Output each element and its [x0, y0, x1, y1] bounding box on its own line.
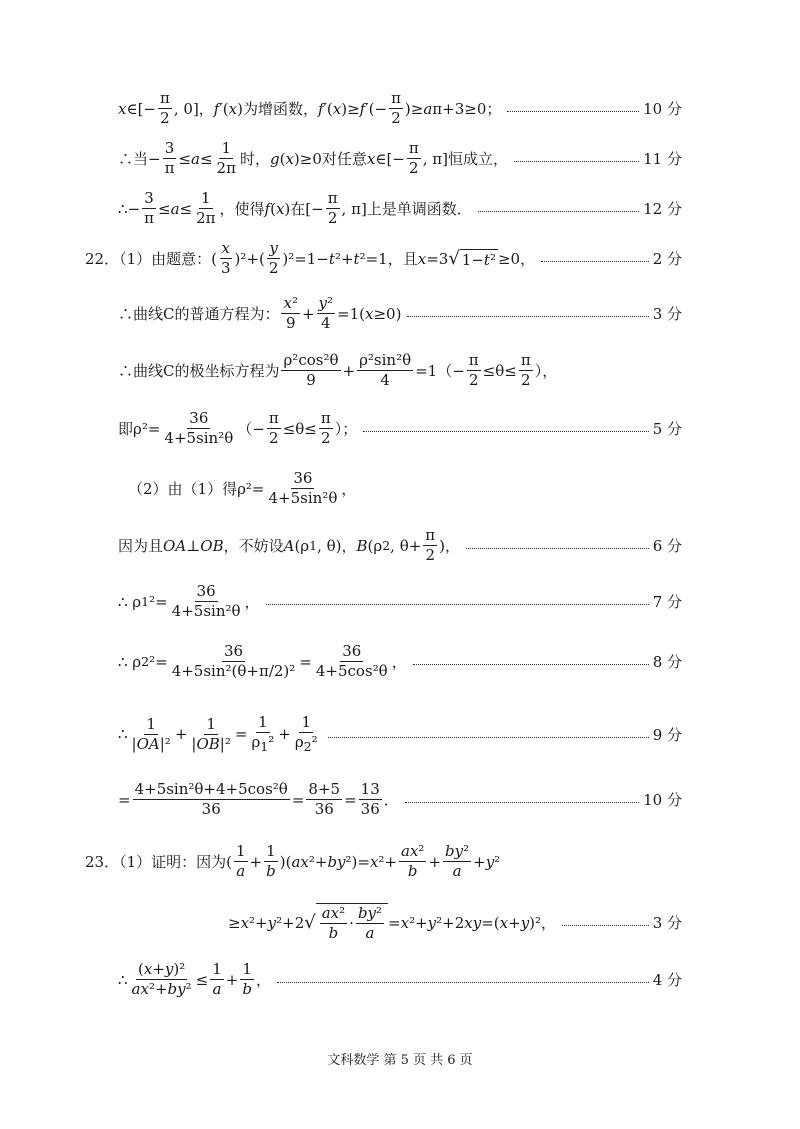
math-expression: 22．（1）由题意：( $\frac{x}{3}$ )²+( $\frac{y}{2}$ )²=1− t ²+ t ²=1，且 x =3 √ 1−t² ≥0， — [85, 239, 536, 278]
solution-line-9 — [118, 527, 682, 565]
dot-leader — [407, 316, 648, 317]
solution-line-11 — [118, 643, 682, 681]
dot-leader — [266, 604, 649, 605]
score-label: 3 分 — [652, 914, 682, 933]
solution-line-4 — [85, 240, 682, 278]
solution-line-6 — [118, 352, 682, 390]
math-expression: ∴ $\frac{1}{\text{|OA|²}}$ + $\frac{1}{\text{|OB|²}}$ = $\frac{1}{\rho_1^2}$ + $\frac{1}{\rho_2^2}$ — [118, 713, 318, 755]
score-label: 11 分 — [643, 150, 682, 169]
math-expression: ∴ ρ 2 ²= $\frac{36}{\text{4+5sin²(θ+π/2)²}}$ = $\frac{36}{\text{4+5cos²θ}}$ ， — [118, 642, 407, 681]
dot-leader — [405, 802, 639, 803]
dot-leader — [507, 111, 639, 112]
solution-line-2 — [118, 140, 682, 178]
dot-leader — [363, 431, 648, 432]
math-expression: ∴ $\frac{\text{(x+y)²}}{\text{ax²+by²}}$ ≤ $\frac{1}{a}$ + $\frac{1}{b}$ ， — [118, 960, 271, 999]
solution-line-13 — [118, 781, 682, 819]
solution-line-1 — [118, 90, 682, 128]
math-expression: x ∈[− $\frac{\pi}{2}$ , 0]， f ′( x )为增函数， f ′( x )≥ f ′(− $\frac{\pi}{2}$ )≥ a π+3≥0； — [118, 89, 502, 128]
solution-line-8 — [128, 470, 682, 508]
dot-leader — [514, 161, 639, 162]
math-expression: 因为且 OA ⊥ OB ，不妨设 A (ρ 1 , θ)， B (ρ 2 , θ+ $\frac{\pi}{2}$ )， — [118, 526, 461, 565]
dot-leader — [277, 982, 649, 983]
score-label: 4 分 — [652, 971, 682, 990]
solution-line-7 — [118, 410, 682, 448]
dot-leader — [328, 737, 649, 738]
page-footer: 文科数学 第 5 页 共 6 页 — [327, 1053, 473, 1068]
score-label: 12 分 — [643, 200, 682, 219]
solution-line-10 — [118, 583, 682, 621]
score-label: 3 分 — [652, 305, 682, 324]
dot-leader — [562, 925, 649, 926]
score-label: 5 分 — [652, 420, 682, 439]
solution-line-3 — [118, 190, 682, 228]
math-expression: ∴当− $\frac{3}{\pi}$ ≤ a ≤ $\frac{1}{2\pi}$ 时， g ( x )≥0对任意 x ∈[− $\frac{\pi}{2}$ , π]恒成立， — [118, 139, 508, 178]
math-expression: ∴曲线C的极坐标方程为 $\frac{\text{ρ²cos²θ}}{9}$ + $\frac{\text{ρ²sin²θ}}{4}$ =1（− $\frac{\pi}{2}$ ≤θ≤ $\frac{\pi}{2}$ ）， — [118, 351, 558, 390]
math-expression: ≥ x ²+ y ²+2 √ $\frac{\text{ax²}}{b}$ · $\frac{\text{by²}}{a}$ = x ²+ y ²+2 xy =( x + y )²， — [228, 904, 557, 943]
dot-leader — [466, 548, 649, 549]
score-label: 10 分 — [643, 791, 682, 810]
score-label: 7 分 — [652, 593, 682, 612]
solution-line-5 — [118, 295, 682, 333]
score-label: 8 分 — [652, 653, 682, 672]
math-expression: 23．（1）证明：因为( $\frac{1}{a}$ + $\frac{1}{b}$ )( ax ²+ by ²)= x ²+ $\frac{\text{ax²}}{b}$ + $\frac{\text{by²}}{a}$ + y ² — [85, 842, 501, 881]
solution-line-15 — [228, 903, 682, 943]
math-expression: （2）由（1）得ρ²= $\frac{36}{\text{4+5sin²θ}}$ ， — [128, 469, 357, 508]
score-label: 10 分 — [643, 100, 682, 119]
math-expression: = $\frac{\text{4+5sin²θ+4+5cos²θ}}{36}$ = $\frac{8+5}{36}$ = $\frac{13}{36}$ ． — [118, 780, 399, 819]
math-expression: ∴曲线C的普通方程为： $\frac{\text{x²}}{9}$ + $\frac{\text{y²}}{4}$ =1( x ≥0) — [118, 294, 402, 333]
math-expression: 即ρ²= $\frac{36}{\text{4+5sin²θ}}$ （− $\frac{\pi}{2}$ ≤θ≤ $\frac{\pi}{2}$ ）； — [118, 409, 358, 448]
solution-line-16 — [118, 961, 682, 999]
math-expression: ∴ ρ 1 ²= $\frac{36}{\text{4+5sin²θ}}$ ， — [118, 582, 260, 621]
dot-leader — [541, 261, 649, 262]
score-label: 6 分 — [652, 537, 682, 556]
score-label: 2 分 — [652, 250, 682, 269]
dot-leader — [478, 211, 639, 212]
solution-line-12 — [118, 714, 682, 755]
math-expression: ∴− $\frac{3}{\pi}$ ≤ a ≤ $\frac{1}{2\pi}$ ，使得 f ( x )在[− $\frac{\pi}{2}$ , π]上是单调函数． — [118, 189, 472, 228]
score-label: 9 分 — [652, 725, 682, 744]
solution-line-14 — [85, 843, 682, 881]
dot-leader — [413, 664, 649, 665]
